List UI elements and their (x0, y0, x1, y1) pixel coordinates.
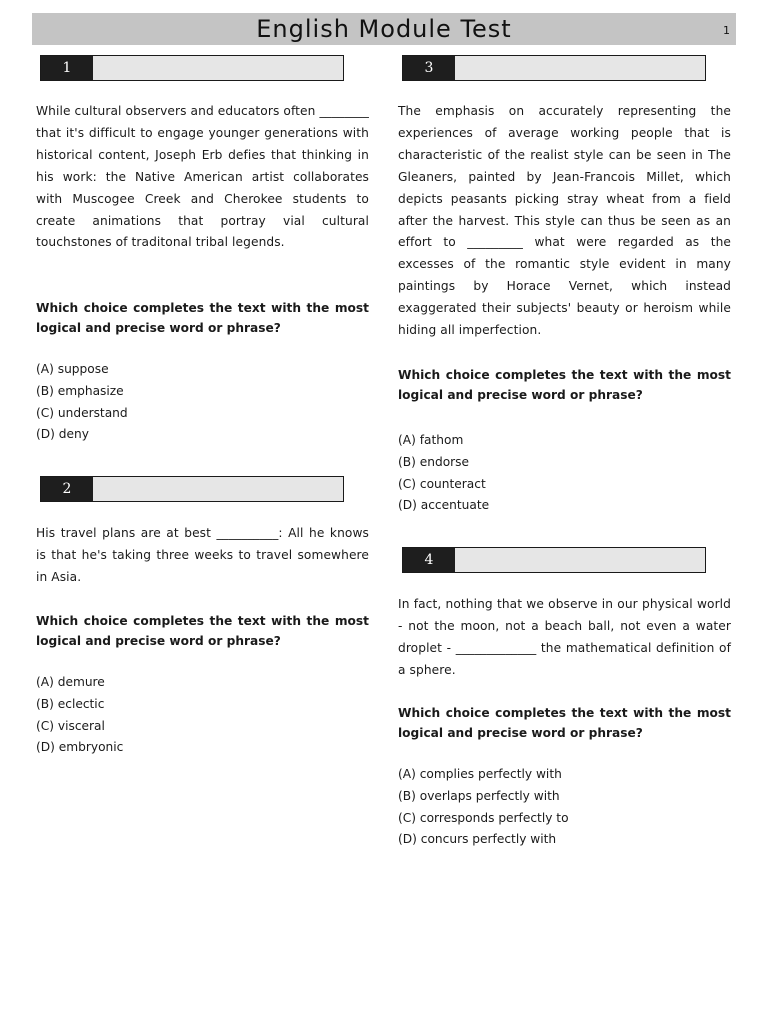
answer-choices-2 (36, 672, 369, 759)
choice-1b[interactable]: (B) emphasize (36, 383, 124, 398)
question-header-1 (40, 55, 344, 81)
question-number-2: 2 (41, 477, 93, 501)
question-number-1: 1 (41, 56, 93, 80)
header-bar (32, 13, 736, 45)
question-header-3 (402, 55, 706, 81)
page-number: 1 (723, 24, 730, 37)
choice-2a[interactable]: (A) demure (36, 675, 105, 689)
choice-1a[interactable]: (A) suppose (36, 362, 109, 376)
choice-3c[interactable]: (C) counteract (398, 476, 486, 491)
question-prompt-4: Which choice completes the text with the most logical and precise word or phrase? (398, 706, 731, 740)
choice-3a[interactable]: (A) fathom (398, 433, 464, 447)
answer-choices-1 (36, 359, 369, 446)
choice-4c[interactable]: (C) corresponds perfectly to (398, 810, 569, 825)
choice-4b[interactable]: (B) overlaps perfectly with (398, 788, 560, 803)
choice-2b[interactable]: (B) eclectic (36, 696, 105, 711)
choice-3b[interactable]: (B) endorse (398, 454, 470, 469)
question-number-4: 4 (403, 548, 455, 572)
question-passage-2: His travel plans are at best __________: All he knows is that he's taking three weeks to travel somewhere in Asia. (36, 526, 369, 584)
question-prompt-3: Which choice completes the text with the most logical and precise word or phrase? (398, 368, 731, 402)
question-header-2 (40, 476, 344, 502)
question-passage-4: In fact, nothing that we observe in our physical world - not the moon, not a beach ball, not even a water droplet - _____________ the mathematical definition of a sphere. (398, 597, 731, 677)
question-prompt-1: Which choice completes the text with the most logical and precise word or phrase? (36, 301, 369, 335)
choice-2c[interactable]: (C) visceral (36, 718, 105, 733)
choice-1c[interactable]: (C) understand (36, 405, 128, 420)
question-number-3: 3 (403, 56, 455, 80)
choice-1d[interactable]: (D) deny (36, 427, 89, 442)
choice-4d[interactable]: (D) concurs perfectly with (398, 832, 557, 847)
question-passage-1: While cultural observers and educators often ________ that it's difficult to engage younger generations with historical content, Joseph Erb defies that thinking in his work: the Native American artist collaborates with Muscogee Creek and Cherokee students to create animations that portray vial cultural touchstones of traditonal tribal legends. (36, 104, 369, 250)
page-title: English Module Test (256, 15, 512, 43)
question-passage-3: The emphasis on accurately representing the experiences of average working people that is characteristic of the realist style can be seen in The Gleaners, painted by Jean-Francois Millet, which depicts peasants picking stray wheat from a field after the harvest. This style can thus be seen as an effort to _________ what were regarded as the excesses of the romantic style evident in many paintings by Horace Vernet, which instead exaggerated their subjects' beauty or heroism while hiding all imperfection. (398, 104, 731, 338)
question-prompt-2: Which choice completes the text with the most logical and precise word or phrase? (36, 614, 369, 648)
choice-4a[interactable]: (A) complies perfectly with (398, 767, 562, 781)
choice-3d[interactable]: (D) accentuate (398, 498, 490, 513)
answer-choices-3 (398, 430, 731, 517)
choice-2d[interactable]: (D) embryonic (36, 740, 124, 755)
answer-choices-4 (398, 764, 731, 851)
question-header-4 (402, 547, 706, 573)
